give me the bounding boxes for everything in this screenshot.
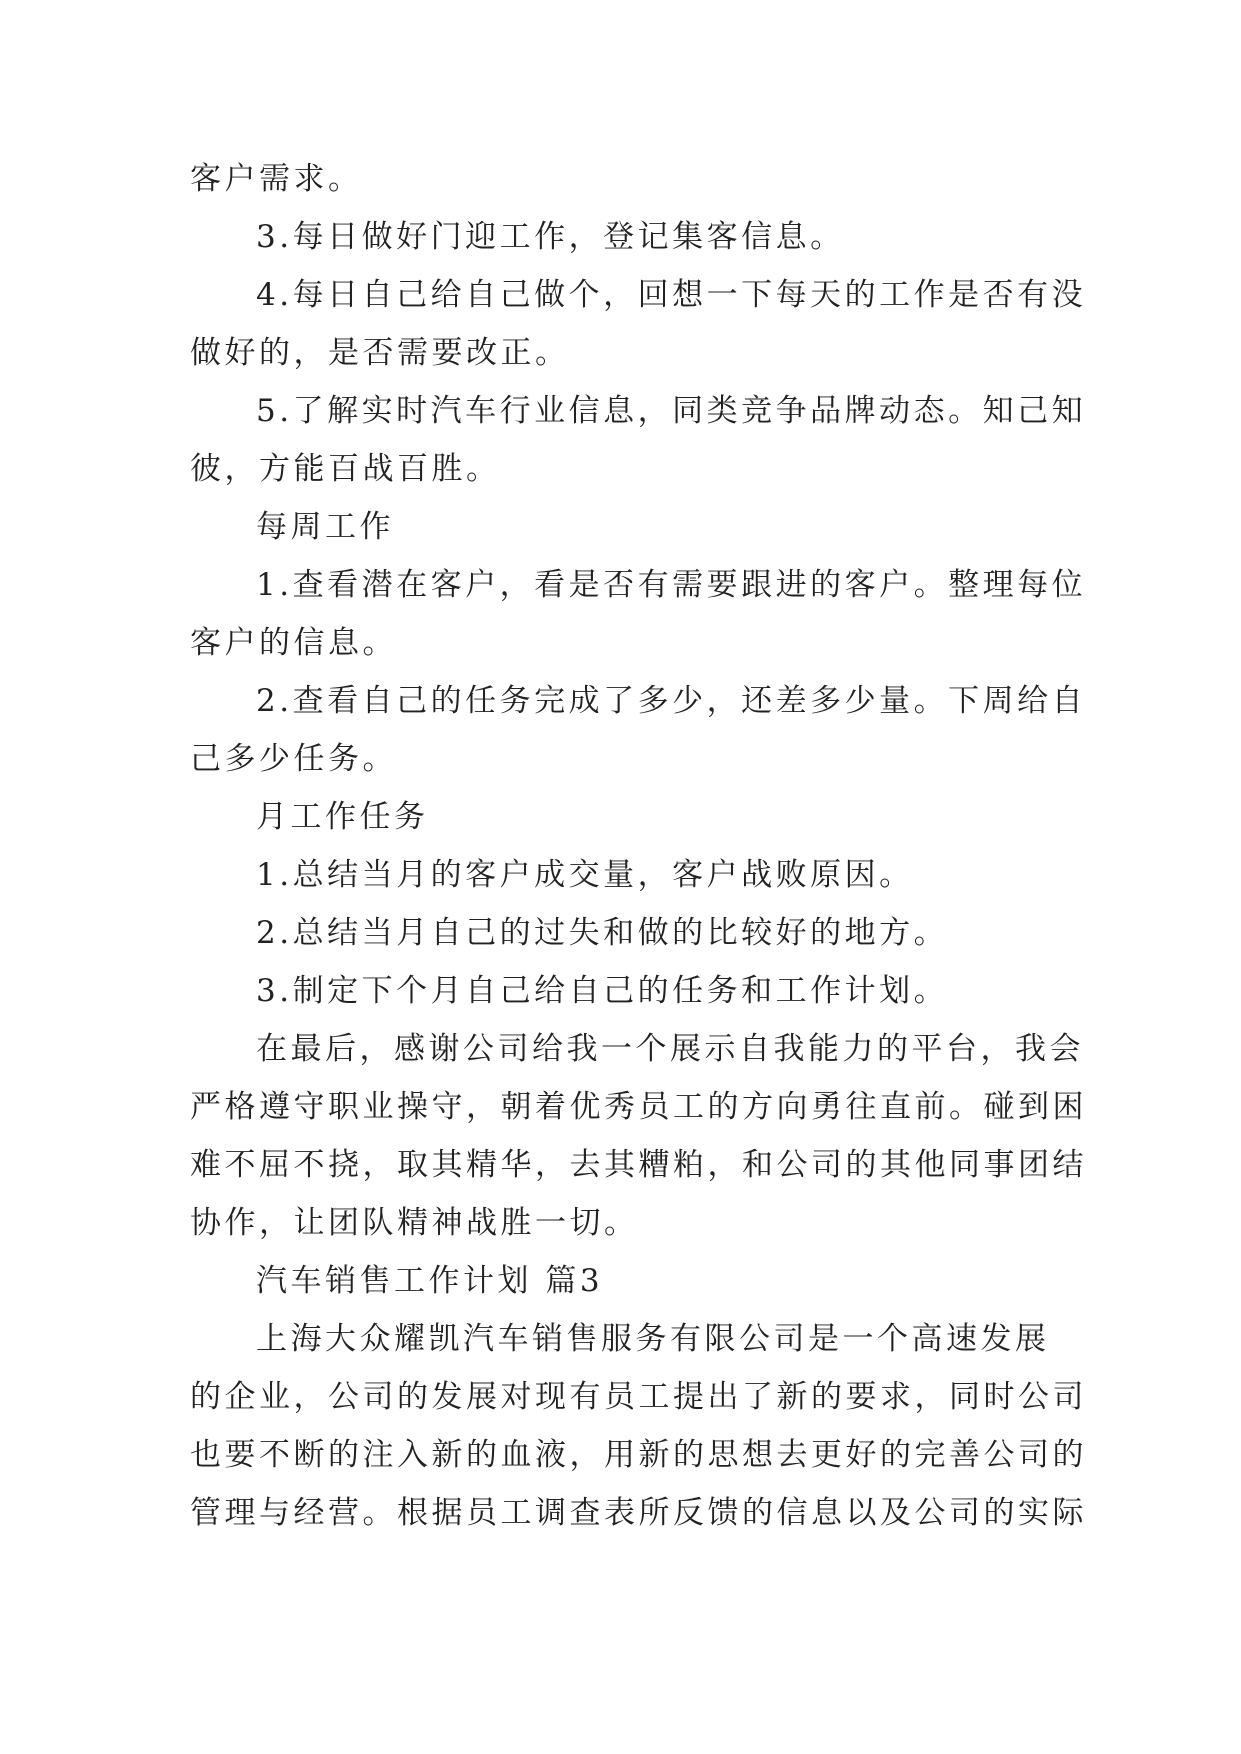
text-line: 己多少任务。 — [190, 741, 397, 777]
list-item-monthly-1: 1.总结当月的客户成交量，客户战败原因。 — [256, 857, 914, 893]
text-line: 的企业，公司的发展对现有员工提出了新的要求，同时公司 — [190, 1379, 1087, 1415]
list-item-daily-4: 4.每日自己给自己做个，回想一下每天的工作是否有没 — [256, 277, 1087, 313]
text-line: 严格遵守职业操守，朝着优秀员工的方向勇往直前。碰到困 — [190, 1089, 1087, 1125]
paragraph-intro: 上海大众耀凯汽车销售服务有限公司是一个高速发展 — [256, 1321, 1050, 1357]
section-title-plan-3: 汽车销售工作计划 篇3 — [256, 1263, 604, 1299]
list-item-monthly-2: 2.总结当月自己的过失和做的比较好的地方。 — [256, 915, 949, 951]
list-item-daily-5: 5.了解实时汽车行业信息，同类竞争品牌动态。知己知 — [256, 393, 1087, 429]
list-item-monthly-3: 3.制定下个月自己给自己的任务和工作计划。 — [256, 973, 949, 1009]
text-line: 客户需求。 — [190, 161, 363, 197]
text-line: 协作，让团队精神战胜一切。 — [190, 1205, 639, 1241]
text-line: 难不屈不挠，取其精华，去其糟粕，和公司的其他同事团结 — [190, 1147, 1087, 1183]
text-line: 客户的信息。 — [190, 625, 397, 661]
text-line: 也要不断的注入新的血液，用新的思想去更好的完善公司的 — [190, 1437, 1087, 1473]
list-item-weekly-1: 1.查看潜在客户，看是否有需要跟进的客户。整理每位 — [256, 567, 1087, 603]
document-body — [190, 150, 1087, 1542]
text-line: 管理与经营。根据员工调查表所反馈的信息以及公司的实际 — [190, 1495, 1087, 1531]
list-item-weekly-2: 2.查看自己的任务完成了多少，还差多少量。下周给自 — [256, 683, 1087, 719]
text-line: 做好的，是否需要改正。 — [190, 335, 570, 371]
section-heading-monthly: 月工作任务 — [256, 799, 429, 835]
section-heading-weekly: 每周工作 — [256, 509, 394, 545]
text-line: 彼，方能百战百胜。 — [190, 451, 501, 487]
list-item-daily-3: 3.每日做好门迎工作，登记集客信息。 — [256, 219, 845, 255]
paragraph-closing: 在最后，感谢公司给我一个展示自我能力的平台，我会 — [256, 1031, 1084, 1067]
